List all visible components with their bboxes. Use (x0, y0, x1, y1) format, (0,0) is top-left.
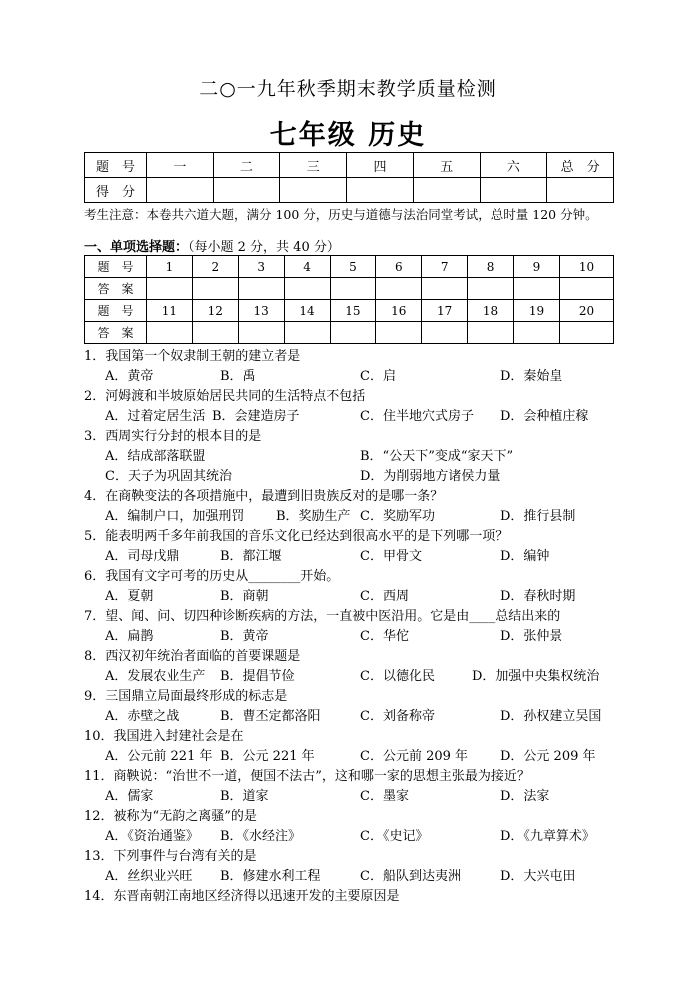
option-d: D．会种植庄稼 (500, 409, 589, 424)
question-stem: 3．西周实行分封的根本目的是 (84, 429, 262, 444)
exam-title: 二○一九年秋季期末教学质量检测 (199, 78, 497, 100)
question-list (84, 347, 614, 907)
answer-cell[interactable] (238, 322, 284, 344)
answer-cell[interactable] (284, 278, 330, 300)
score-cell[interactable] (480, 178, 547, 203)
answer-num: 17 (422, 300, 468, 322)
score-row-label: 得 分 (85, 178, 147, 203)
option-c: C．《史记》 (360, 829, 429, 844)
question-options (84, 407, 614, 427)
option-a: A．编制户口，加强刑罚 (105, 509, 245, 524)
question-options (84, 787, 614, 807)
answer-num: 5 (330, 256, 376, 278)
answer-num: 8 (468, 256, 514, 278)
answer-num: 1 (147, 256, 193, 278)
option-a: A．丝织业兴旺 (105, 869, 193, 884)
score-cell[interactable] (547, 178, 614, 203)
score-cell[interactable] (213, 178, 280, 203)
answer-num: 12 (192, 300, 238, 322)
option-d: D．孙权建立吴国 (500, 709, 602, 724)
answer-label: 答 案 (85, 278, 147, 300)
question-stem: 7．望、闻、问、切四种诊断疾病的方法，一直被中医沿用。它是由____总结出来的 (84, 609, 561, 624)
score-cell[interactable] (280, 178, 347, 203)
answer-num: 9 (514, 256, 560, 278)
answer-cell[interactable] (376, 278, 422, 300)
option-a: A．夏朝 (105, 589, 154, 604)
score-col: 二 (213, 153, 280, 178)
answer-num: 15 (330, 300, 376, 322)
option-c: C．刘备称帝 (360, 709, 435, 724)
question-options (84, 467, 614, 487)
answer-cell[interactable] (514, 322, 560, 344)
option-a: A．《资治通鉴》 (105, 829, 199, 844)
option-d: D．为削弱地方诸侯力量 (360, 469, 501, 484)
option-b: B．公元 221 年 (220, 749, 315, 764)
option-d: D．春秋时期 (500, 589, 576, 604)
option-a: A．赤壁之战 (105, 709, 180, 724)
answer-cell[interactable] (514, 278, 560, 300)
question-options (84, 627, 614, 647)
option-d: D．加强中央集权统治 (472, 669, 600, 684)
question-stem: 1．我国第一个奴隶制王朝的建立者是 (84, 349, 301, 364)
answer-num: 2 (192, 256, 238, 278)
question-options (84, 587, 614, 607)
answer-cell[interactable] (468, 278, 514, 300)
answer-num: 20 (560, 300, 614, 322)
score-table (84, 152, 614, 203)
question-stem: 14．东晋南朝江南地区经济得以迅速开发的主要原因是 (84, 889, 400, 904)
answer-num: 10 (560, 256, 614, 278)
answer-num-row (85, 256, 614, 278)
answer-cell[interactable] (422, 322, 468, 344)
answer-num: 19 (514, 300, 560, 322)
answer-num: 6 (376, 256, 422, 278)
answer-num: 16 (376, 300, 422, 322)
answer-cell[interactable] (330, 278, 376, 300)
option-b: B．修建水利工程 (220, 869, 321, 884)
option-a: A．扁鹊 (105, 629, 154, 644)
option-c: C．天子为巩固其统治 (105, 469, 232, 484)
answer-cell[interactable] (147, 322, 193, 344)
answer-label: 答 案 (85, 322, 147, 344)
option-b: B．《水经注》 (220, 829, 302, 844)
option-b: B．会建造房子 (212, 409, 300, 424)
option-a: A．结成部落联盟 (105, 449, 206, 464)
option-c: C．住半地穴式房子 (360, 409, 474, 424)
option-c: C．西周 (360, 589, 409, 604)
option-b: B．“公天下”变成“家天下” (360, 449, 514, 464)
option-b: B．奖励生产 (276, 509, 351, 524)
option-c: C．以德化民 (360, 669, 435, 684)
answer-num: 11 (147, 300, 193, 322)
question-options (84, 867, 614, 887)
answer-row (85, 322, 614, 344)
option-d: D．大兴屯田 (500, 869, 576, 884)
score-col: 一 (147, 153, 214, 178)
option-c: C．船队到达夷洲 (360, 869, 461, 884)
option-d: D．编钟 (500, 549, 550, 564)
question-options (84, 827, 614, 847)
question-options (84, 747, 614, 767)
option-c: C．华佗 (360, 629, 409, 644)
question-options (84, 367, 614, 387)
answer-row (85, 278, 614, 300)
option-a: A．公元前 221 年 (105, 749, 213, 764)
section-title: 一、单项选择题： (84, 240, 189, 255)
question-stem: 13．下列事件与台湾有关的是 (84, 849, 257, 864)
answer-num: 18 (468, 300, 514, 322)
score-header-label: 题 号 (85, 153, 147, 178)
option-a: A．发展农业生产 (105, 669, 206, 684)
answer-num: 4 (284, 256, 330, 278)
score-col: 六 (480, 153, 547, 178)
score-col: 总 分 (547, 153, 614, 178)
option-c: C．启 (360, 369, 396, 384)
score-col: 四 (347, 153, 414, 178)
option-a: A．儒家 (105, 789, 154, 804)
answer-cell[interactable] (468, 322, 514, 344)
question-options (84, 707, 614, 727)
question-options (84, 547, 614, 567)
question-stem: 4．在商鞅变法的各项措施中，最遭到旧贵族反对的是哪一条？ (84, 489, 444, 504)
option-c: C．甲骨文 (360, 549, 422, 564)
score-col: 三 (280, 153, 347, 178)
option-a: A．黄帝 (105, 369, 154, 384)
score-col: 五 (413, 153, 480, 178)
answer-cell[interactable] (192, 278, 238, 300)
question-stem: 12．被称为“无韵之离骚”的是 (84, 809, 257, 824)
answer-cell[interactable] (330, 322, 376, 344)
option-b: B．商朝 (220, 589, 269, 604)
option-d: D．推行县制 (500, 509, 576, 524)
score-table-value-row (85, 178, 614, 203)
question-options (84, 507, 614, 527)
option-b: B．曹丕定都洛阳 (220, 709, 321, 724)
answer-cell[interactable] (238, 278, 284, 300)
score-table-header-row (85, 153, 614, 178)
option-b: B．禹 (220, 369, 256, 384)
answer-num-label: 题 号 (85, 300, 147, 322)
question-stem: 5．能表明两千多年前我国的音乐文化已经达到很高水平的是下列哪一项？ (84, 529, 509, 544)
answer-num-label: 题 号 (85, 256, 147, 278)
answer-cell[interactable] (147, 278, 193, 300)
answer-num: 14 (284, 300, 330, 322)
answer-num: 3 (238, 256, 284, 278)
option-c: C．公元前 209 年 (360, 749, 469, 764)
option-a: A．司母戊鼎 (105, 549, 180, 564)
section-heading (84, 236, 340, 255)
option-c: C．奖励军功 (360, 509, 435, 524)
question-stem: 9．三国鼎立局面最终形成的标志是 (84, 689, 288, 704)
question-stem: 8．西汉初年统治者面临的首要课题是 (84, 649, 301, 664)
answer-num: 7 (422, 256, 468, 278)
score-cell[interactable] (413, 178, 480, 203)
exam-subtitle: 七年级 历史 (269, 120, 427, 151)
score-cell[interactable] (147, 178, 214, 203)
section-note: （每小题 2 分，共 40 分） (188, 240, 340, 255)
answer-cell[interactable] (376, 322, 422, 344)
score-cell[interactable] (347, 178, 414, 203)
answer-cell[interactable] (560, 278, 614, 300)
question-options (84, 447, 614, 467)
option-d: D．公元 209 年 (500, 749, 596, 764)
question-options (84, 667, 614, 687)
answer-table (84, 255, 614, 344)
option-d: D．张仲景 (500, 629, 563, 644)
answer-num-row (85, 300, 614, 322)
option-c: C．墨家 (360, 789, 409, 804)
question-stem: 2．河姆渡和半坡原始居民共同的生活特点不包括 (84, 389, 366, 404)
option-d: D．秦始皇 (500, 369, 563, 384)
answer-cell[interactable] (422, 278, 468, 300)
option-b: B．都江堰 (220, 549, 282, 564)
option-b: B．道家 (220, 789, 269, 804)
answer-cell[interactable] (284, 322, 330, 344)
option-d: D．《九章算术》 (500, 829, 595, 844)
exam-notice: 考生注意：本卷共六道大题，满分 100 分，历史与道德与法治同堂考试，总时量 120 分钟。 (84, 207, 598, 222)
answer-cell[interactable] (192, 322, 238, 344)
option-d: D．法家 (500, 789, 550, 804)
answer-num: 13 (238, 300, 284, 322)
option-b: B．提倡节俭 (220, 669, 295, 684)
question-stem: 6．我国有文字可考的历史从________开始。 (84, 569, 340, 584)
answer-cell[interactable] (560, 322, 614, 344)
option-a: A．过着定居生活 (105, 409, 206, 424)
question-stem: 11．商鞅说：“治世不一道，便国不法古”，这和哪一家的思想主张最为接近？ (84, 769, 530, 784)
question-stem: 10．我国进入封建社会是在 (84, 729, 244, 744)
option-b: B．黄帝 (220, 629, 269, 644)
